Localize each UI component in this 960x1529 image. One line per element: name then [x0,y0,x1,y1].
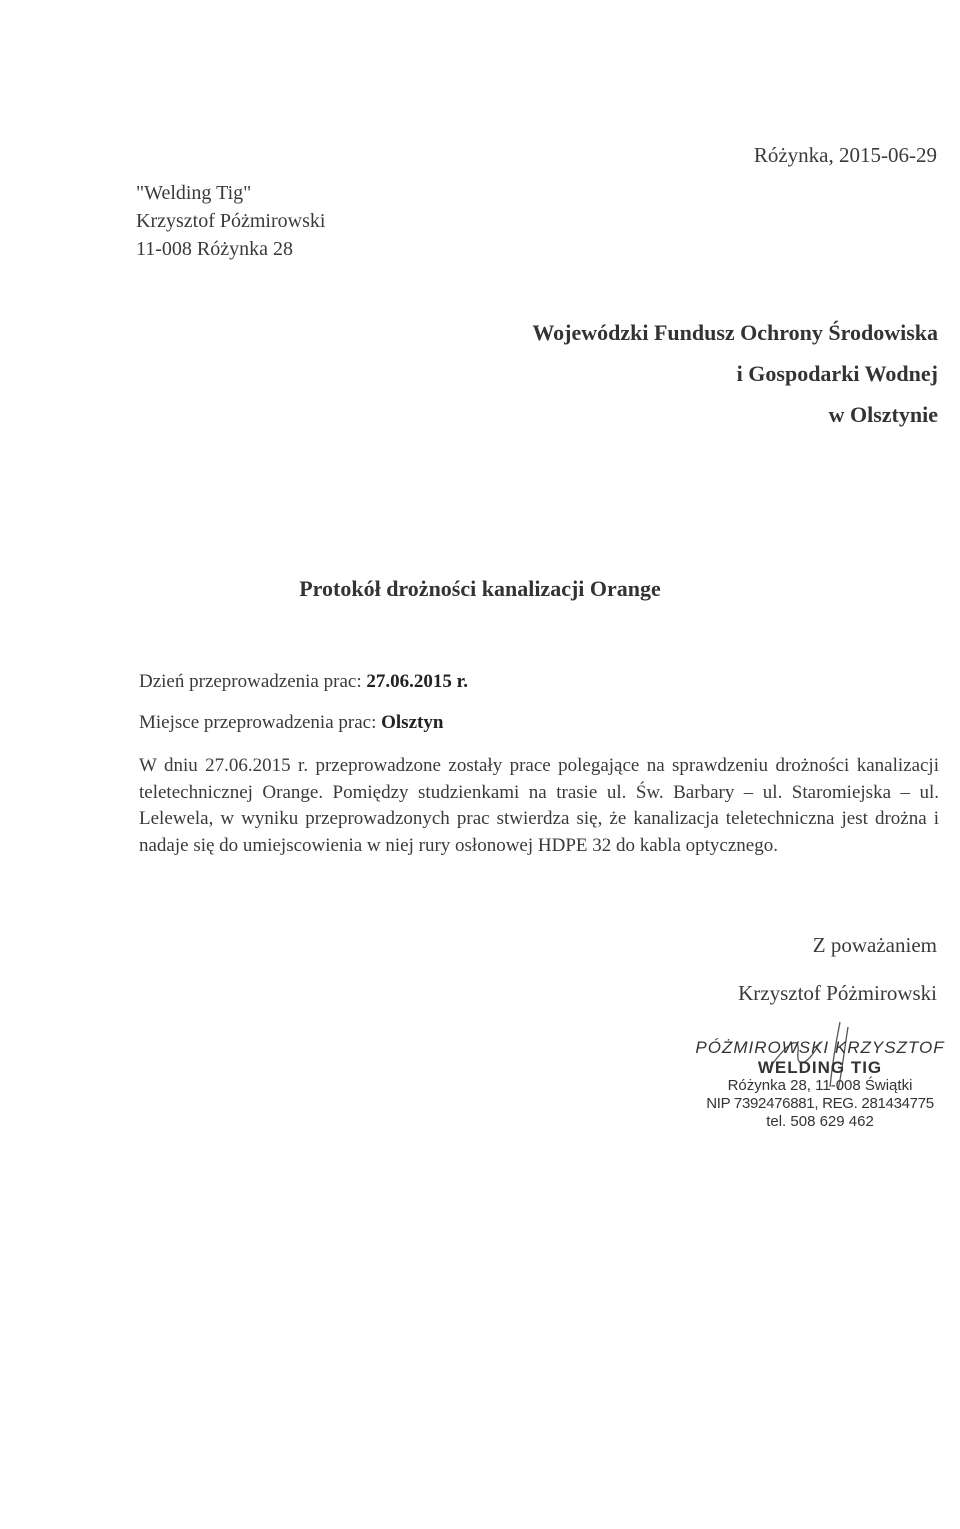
place-date: Różynka, 2015-06-29 [753,143,937,167]
sender-address: 11-008 Różynka 28 [136,238,294,260]
sender-company: "Welding Tig" [136,182,252,204]
sender-block [136,179,325,263]
document-title: Protokół drożności kanalizacji Orange [299,576,661,601]
company-stamp [690,1038,950,1131]
recipient-line-2: i Gospodarki Wodnej [736,361,938,386]
work-day-value: 27.06.2015 r. [366,671,469,692]
recipient-line-1: Wojewódzki Fundusz Ochrony Środowiska [532,320,938,345]
work-day-label: Dzień przeprowadzenia prac: [139,671,362,692]
work-day-line [139,671,468,693]
closing-greeting: Z poważaniem [812,933,937,957]
work-place-value: Olsztyn [381,712,444,733]
work-place-label: Miejsce przeprowadzenia prac: [139,712,377,733]
signer-name: Krzysztof Póżmirowski [738,981,937,1005]
stamp-phone: tel. 508 629 462 [766,1113,874,1130]
body-paragraph: W dniu 27.06.2015 r. przeprowadzone zostały prace polegające na sprawdzeniu drożności kanalizacji teletechnicznej Orange. Pomiędzy studzienkami na trasie ul. Św. Barbary – ul. Staromiejska – ul. Lelewela, w wyniku przeprowadzonych prac stwierdza się, że kanalizacja teletechniczna jest drożna i nadaje się do umiejscowienia w niej rury osłonowej HDPE 32 do kabla optycznego. [139,755,939,856]
recipient-line-3: w Olsztynie [828,402,938,427]
work-place-line [139,712,443,734]
stamp-owner: PÓŻMIROWSKI KRZYSZTOF [695,1038,945,1057]
stamp-nip-reg: NIP 7392476881, REG. 281434775 [706,1095,934,1112]
stamp-address: Różynka 28, 11-008 Świątki [727,1077,913,1094]
recipient-block [532,312,938,435]
sender-name: Krzysztof Póżmirowski [136,210,326,232]
stamp-company: WELDING TIG [757,1058,883,1077]
